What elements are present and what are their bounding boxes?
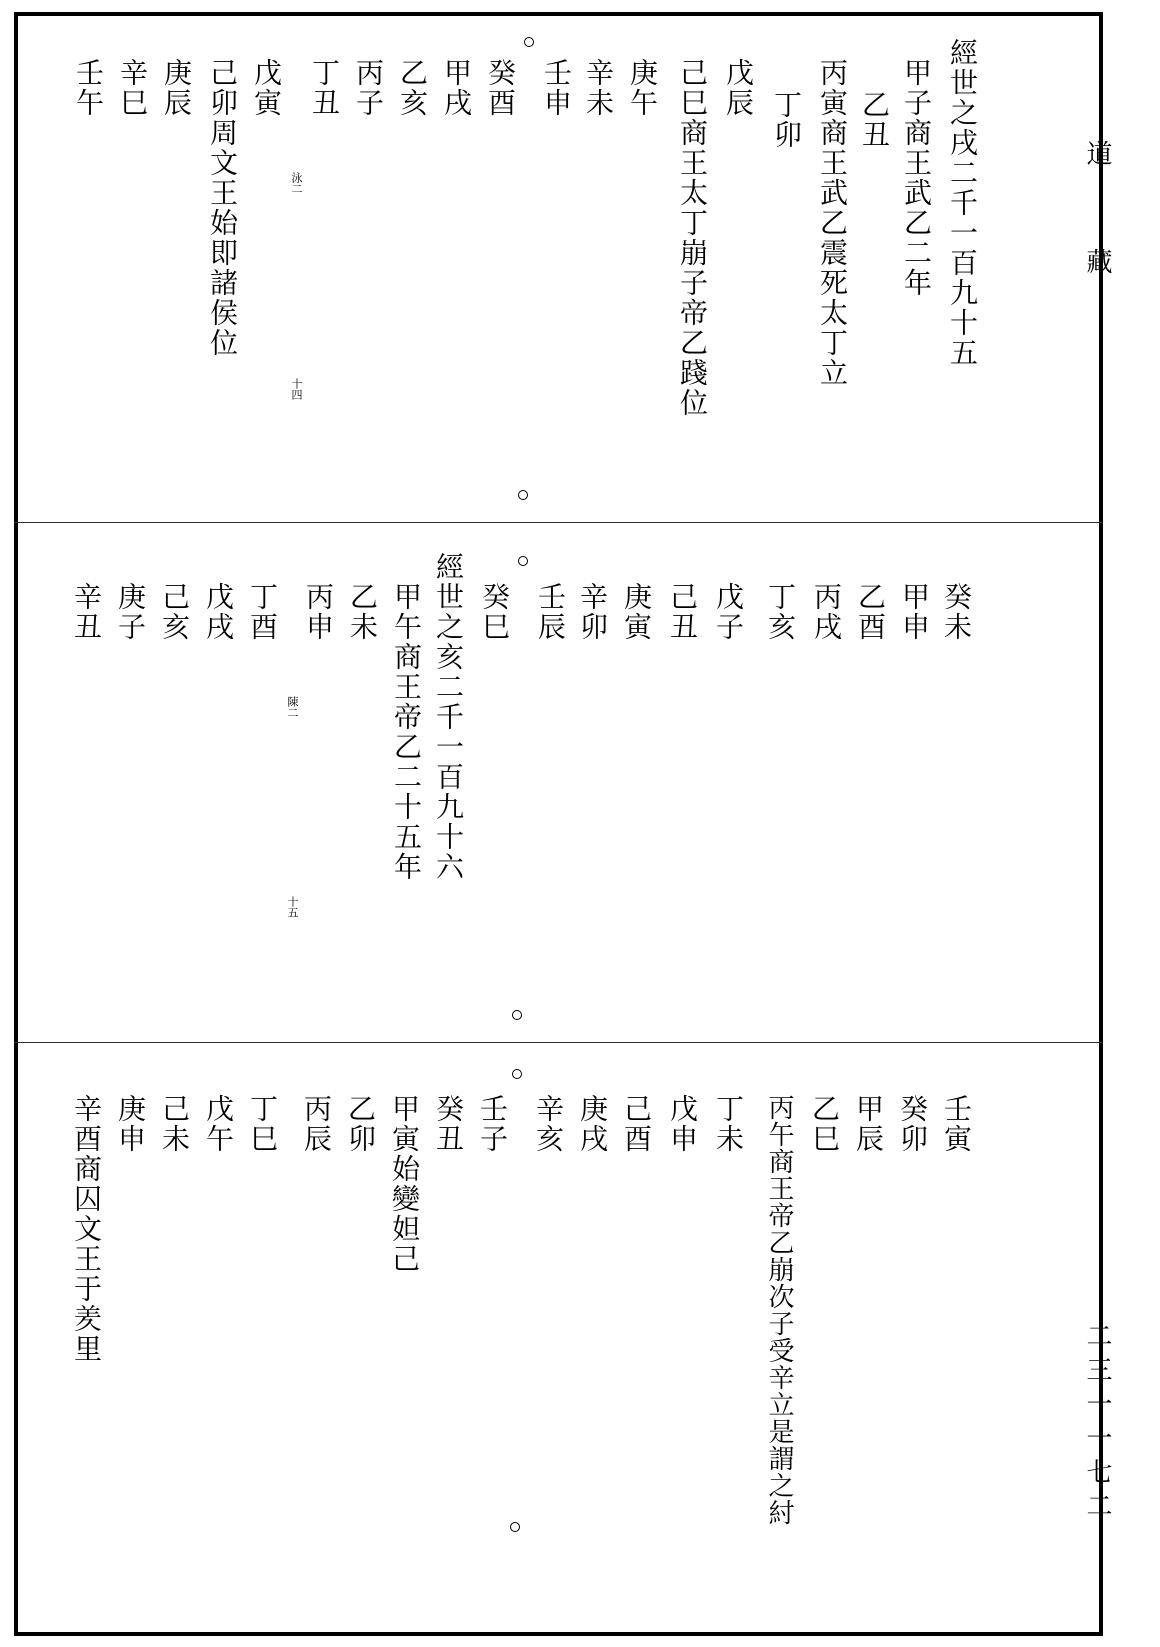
text-column: 戊子	[712, 582, 745, 642]
margin-note: 陳二	[286, 696, 299, 718]
text-column: 己亥	[158, 582, 191, 642]
margin-note: 十四	[290, 378, 303, 400]
text-column: 庚子	[114, 582, 147, 642]
text-column: 丁酉	[246, 582, 279, 642]
text-column: 乙未	[346, 582, 379, 642]
text-column: 丙午商王帝乙崩次子受辛立是謂之紂	[764, 1094, 794, 1526]
text-column: 甲辰	[852, 1094, 885, 1154]
text-column: 戊午	[202, 1094, 235, 1154]
text-column: 甲子商王武乙二年	[900, 58, 933, 298]
punch-hole-circle	[512, 1010, 522, 1020]
text-column: 癸巳	[478, 582, 511, 642]
text-column: 丙寅商王武乙震死太丁立	[816, 58, 849, 388]
text-column: 癸卯	[896, 1094, 929, 1154]
text-column: 庚寅	[620, 582, 653, 642]
text-column: 癸未	[940, 582, 973, 642]
text-column: 庚辰	[160, 58, 193, 118]
text-column: 己丑	[666, 582, 699, 642]
text-column: 甲申	[898, 582, 931, 642]
margin-note: 十五	[286, 896, 299, 918]
text-column: 辛巳	[116, 58, 149, 118]
text-column: 己卯周文王始即諸侯位	[206, 58, 239, 358]
text-column: 丁丑	[308, 58, 341, 118]
text-column: 乙丑	[858, 90, 891, 150]
text-column: 辛未	[582, 58, 615, 118]
margin-char-zang: 藏	[1082, 248, 1112, 274]
text-column: 甲午商王帝乙二十五年	[390, 582, 423, 882]
text-column: 壬寅	[940, 1094, 973, 1154]
text-column: 壬午	[72, 58, 105, 118]
text-column: 丁未	[712, 1094, 745, 1154]
text-column: 甲戌	[440, 58, 473, 118]
text-column: 己酉	[620, 1094, 653, 1154]
text-column: 乙酉	[854, 582, 887, 642]
panel-divider-2	[14, 1042, 1103, 1043]
text-column: 庚午	[626, 58, 659, 118]
text-column: 庚申	[114, 1094, 147, 1154]
text-column: 丙辰	[300, 1094, 333, 1154]
page-border	[14, 12, 1103, 1636]
text-column: 丙戌	[810, 582, 843, 642]
text-column: 癸酉	[484, 58, 517, 118]
page-number: 二三一一七二	[1082, 1322, 1112, 1526]
panel-divider-1	[14, 522, 1103, 523]
punch-hole-circle	[518, 490, 528, 500]
text-column: 丁巳	[246, 1094, 279, 1154]
text-column: 己未	[158, 1094, 191, 1154]
text-column: 辛酉商囚文王于羑里	[70, 1094, 103, 1364]
margin-char-dao: 道	[1082, 140, 1112, 166]
text-column: 戊辰	[722, 58, 755, 118]
margin-note: 泳二	[290, 172, 303, 194]
text-column: 庚戌	[576, 1094, 609, 1154]
punch-hole-circle	[512, 1069, 522, 1079]
punch-hole-circle	[510, 1522, 520, 1532]
text-column: 甲寅始變妲己	[388, 1094, 421, 1274]
text-column: 丁亥	[764, 582, 797, 642]
text-column: 經世之戌二千一百九十五	[946, 38, 979, 368]
text-column: 辛丑	[70, 582, 103, 642]
text-column: 壬子	[476, 1094, 509, 1154]
text-column: 戊戌	[202, 582, 235, 642]
text-column: 丙申	[302, 582, 335, 642]
text-column: 丁卯	[770, 90, 803, 150]
text-column: 乙亥	[396, 58, 429, 118]
text-column: 己巳商王太丁崩子帝乙踐位	[676, 58, 709, 418]
text-column: 辛卯	[576, 582, 609, 642]
text-column: 戊申	[666, 1094, 699, 1154]
punch-hole-circle	[518, 556, 528, 566]
text-column: 經世之亥二千一百九十六	[432, 552, 465, 882]
punch-hole-circle	[524, 37, 534, 47]
text-column: 辛亥	[532, 1094, 565, 1154]
text-column: 乙卯	[344, 1094, 377, 1154]
text-column: 壬申	[540, 58, 573, 118]
text-column: 乙巳	[808, 1094, 841, 1154]
text-column: 戊寅	[250, 58, 283, 118]
text-column: 壬辰	[534, 582, 567, 642]
text-column: 癸丑	[432, 1094, 465, 1154]
text-column: 丙子	[352, 58, 385, 118]
